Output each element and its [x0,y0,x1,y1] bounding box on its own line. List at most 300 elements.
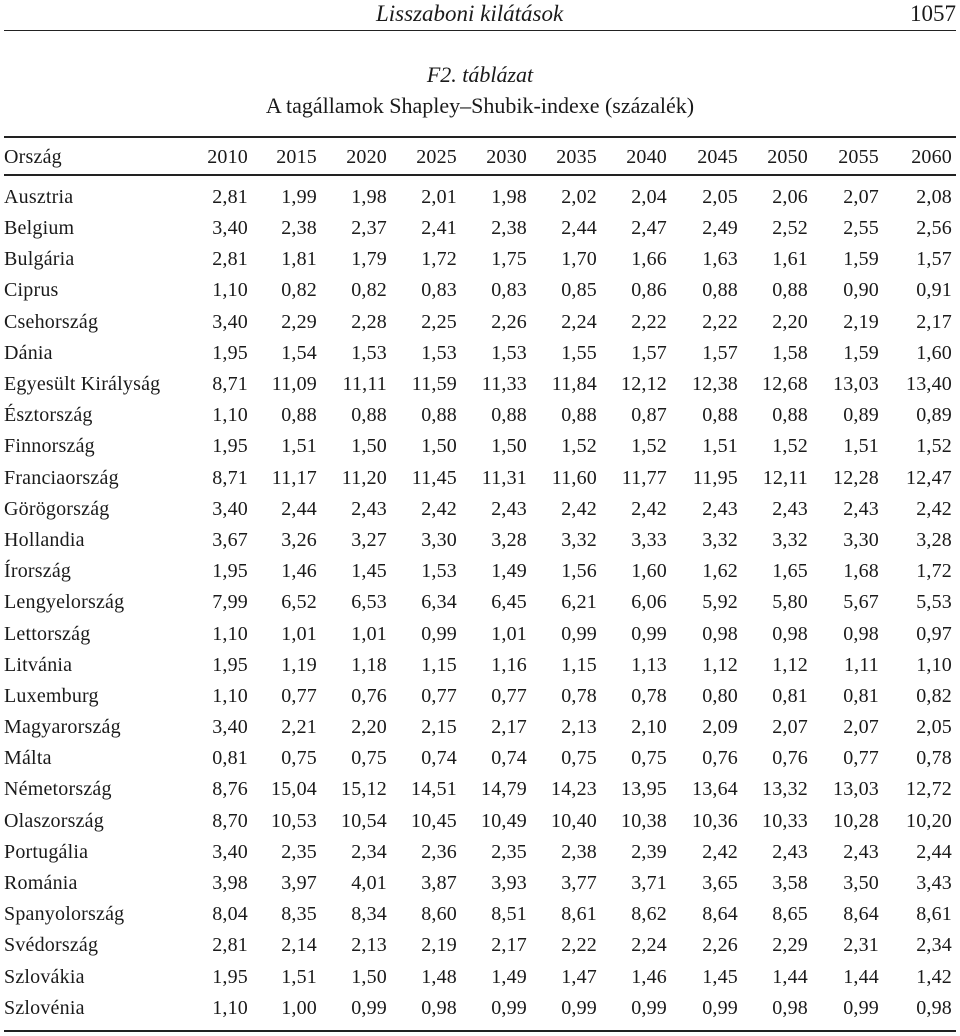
index-value-cell: 10,36 [692,809,738,832]
index-value-cell: 2,17 [491,934,527,957]
table-row [4,556,956,587]
country-name: Csehország [4,310,99,333]
index-value-cell: 2,43 [491,497,527,520]
index-value-cell: 2,36 [421,840,457,863]
index-value-cell: 12,68 [762,373,808,396]
index-value-cell: 1,19 [281,653,317,676]
index-value-cell: 5,53 [916,591,952,614]
index-value-cell: 2,44 [561,217,597,240]
index-value-cell: 8,65 [772,903,808,926]
index-value-cell: 1,10 [212,684,248,707]
index-value-cell: 0,89 [843,404,879,427]
shapley-shubik-table [4,140,956,1024]
country-name: Spanyolország [4,903,125,926]
index-value-cell: 14,79 [481,778,527,801]
index-value-cell: 2,81 [212,934,248,957]
index-value-cell: 0,86 [631,279,667,302]
country-name: Lettország [4,622,91,645]
index-value-cell: 3,98 [212,872,248,895]
country-name: Észtország [4,404,93,427]
index-value-cell: 1,44 [772,965,808,988]
index-value-cell: 5,67 [843,591,879,614]
index-value-cell: 8,64 [702,903,738,926]
index-value-cell: 1,56 [561,560,597,583]
index-value-cell: 0,99 [561,622,597,645]
index-value-cell: 1,50 [351,435,387,458]
country-name: Portugália [4,840,89,863]
table-row [4,338,956,369]
index-value-cell: 2,42 [421,497,457,520]
index-value-cell: 2,26 [491,310,527,333]
country-name: Szlovénia [4,996,85,1019]
index-value-cell: 12,28 [833,466,879,489]
index-value-cell: 13,95 [621,778,667,801]
index-value-cell: 0,90 [843,279,879,302]
index-value-cell: 1,15 [561,653,597,676]
index-value-cell: 8,60 [421,903,457,926]
page-number: 1057 [910,1,956,26]
index-value-cell: 12,47 [906,466,952,489]
country-name: Franciaország [4,466,119,489]
index-value-cell: 2,81 [212,248,248,271]
index-value-cell: 1,52 [631,435,667,458]
index-value-cell: 1,95 [212,653,248,676]
index-value-cell: 1,95 [212,435,248,458]
column-header-year: 2060 [911,145,952,168]
index-value-cell: 2,42 [631,497,667,520]
index-value-cell: 0,88 [702,404,738,427]
table-row [4,369,956,400]
index-value-cell: 1,61 [772,248,808,271]
table-row [4,712,956,743]
index-value-cell: 2,01 [421,186,457,208]
index-value-cell: 1,15 [421,653,457,676]
index-value-cell: 0,98 [843,622,879,645]
index-value-cell: 1,52 [772,435,808,458]
country-name: Egyesült Királyság [4,373,161,396]
index-value-cell: 1,65 [772,560,808,583]
index-value-cell: 10,28 [833,809,879,832]
country-name: Belgium [4,217,75,240]
table-row [4,962,956,993]
index-value-cell: 2,02 [561,186,597,208]
index-value-cell: 2,05 [702,186,738,208]
table-row [4,587,956,618]
index-value-cell: 3,40 [212,840,248,863]
country-name: Bulgária [4,248,75,271]
index-value-cell: 2,05 [916,716,952,739]
index-value-cell: 0,75 [351,747,387,770]
country-name: Hollandia [4,528,85,551]
index-value-cell: 3,32 [561,528,597,551]
index-value-cell: 2,17 [491,716,527,739]
index-value-cell: 1,60 [631,560,667,583]
index-value-cell: 0,99 [631,622,667,645]
country-name: Málta [4,747,52,770]
index-value-cell: 10,53 [271,809,317,832]
index-value-cell: 3,33 [631,528,667,551]
index-value-cell: 13,03 [833,373,879,396]
index-value-cell: 0,97 [916,622,952,645]
index-value-cell: 2,14 [281,934,317,957]
index-value-cell: 7,99 [212,591,248,614]
index-value-cell: 0,88 [351,404,387,427]
index-value-cell: 2,43 [702,497,738,520]
index-value-cell: 2,22 [702,310,738,333]
index-value-cell: 0,91 [916,279,952,302]
index-value-cell: 13,03 [833,778,879,801]
column-header-year: 2040 [626,145,667,168]
index-value-cell: 11,20 [341,466,387,489]
table-row [4,275,956,306]
index-value-cell: 0,88 [772,279,808,302]
index-value-cell: 5,80 [772,591,808,614]
index-value-cell: 6,34 [421,591,457,614]
index-value-cell: 2,25 [421,310,457,333]
index-value-cell: 1,47 [561,965,597,988]
index-value-cell: 2,38 [491,217,527,240]
table-row [4,837,956,868]
index-value-cell: 3,71 [631,872,667,895]
index-value-cell: 1,01 [281,622,317,645]
index-value-cell: 2,56 [916,217,952,240]
index-value-cell: 1,45 [702,965,738,988]
index-value-cell: 1,62 [702,560,738,583]
index-value-cell: 1,51 [281,435,317,458]
index-value-cell: 1,72 [916,560,952,583]
index-value-cell: 11,45 [411,466,457,489]
index-value-cell: 2,49 [702,217,738,240]
table-row [4,743,956,774]
index-value-cell: 0,98 [702,622,738,645]
index-value-cell: 1,00 [281,996,317,1019]
index-value-cell: 3,50 [843,872,879,895]
index-value-cell: 0,77 [421,684,457,707]
country-name: Luxemburg [4,684,99,707]
index-value-cell: 2,22 [561,934,597,957]
country-name: Németország [4,778,112,801]
index-value-cell: 1,18 [351,653,387,676]
index-value-cell: 0,87 [631,404,667,427]
index-value-cell: 3,97 [281,872,317,895]
index-value-cell: 2,35 [491,840,527,863]
index-value-cell: 11,33 [481,373,527,396]
index-value-cell: 8,76 [212,778,248,801]
index-value-cell: 2,43 [843,840,879,863]
index-value-cell: 2,20 [351,716,387,739]
index-value-cell: 1,95 [212,560,248,583]
index-value-cell: 1,98 [351,186,387,208]
index-value-cell: 0,88 [491,404,527,427]
index-value-cell: 1,12 [702,653,738,676]
index-value-cell: 2,07 [772,716,808,739]
table-row [4,494,956,525]
index-value-cell: 3,65 [702,872,738,895]
index-value-cell: 0,74 [491,747,527,770]
index-value-cell: 10,40 [551,809,597,832]
index-value-cell: 10,45 [411,809,457,832]
index-value-cell: 2,29 [281,310,317,333]
column-header-country: Ország [4,145,62,168]
index-value-cell: 2,22 [631,310,667,333]
index-value-cell: 0,75 [631,747,667,770]
table-label: F2. táblázat [426,62,534,87]
running-title: Lisszaboni kilátások [376,1,564,26]
index-value-cell: 0,76 [351,684,387,707]
index-value-cell: 0,81 [772,684,808,707]
country-name: Lengyelország [4,591,125,614]
index-value-cell: 11,17 [271,466,317,489]
index-value-cell: 0,77 [281,684,317,707]
index-value-cell: 8,61 [916,903,952,926]
index-value-cell: 3,87 [421,872,457,895]
index-value-cell: 3,32 [772,528,808,551]
index-value-cell: 13,32 [762,778,808,801]
index-value-cell: 1,01 [491,622,527,645]
index-value-cell: 12,12 [621,373,667,396]
table-row [4,618,956,649]
index-value-cell: 2,44 [916,840,952,863]
index-value-cell: 2,10 [631,716,667,739]
index-value-cell: 2,34 [916,934,952,957]
index-value-cell: 3,67 [212,528,248,551]
country-name: Ausztria [4,186,74,208]
index-value-cell: 2,42 [561,497,597,520]
index-value-cell: 2,42 [916,497,952,520]
index-value-cell: 2,34 [351,840,387,863]
index-value-cell: 0,98 [916,996,952,1019]
index-value-cell: 1,60 [916,341,952,364]
index-value-cell: 0,99 [491,996,527,1019]
index-value-cell: 2,41 [421,217,457,240]
table-row [4,213,956,244]
index-value-cell: 2,55 [843,217,879,240]
index-value-cell: 2,31 [843,934,879,957]
table-row [4,806,956,837]
index-value-cell: 1,10 [212,996,248,1019]
index-value-cell: 1,95 [212,965,248,988]
index-value-cell: 1,63 [702,248,738,271]
index-value-cell: 1,57 [916,248,952,271]
table-bottom-rule [4,1030,956,1032]
index-value-cell: 1,70 [561,248,597,271]
index-value-cell: 1,75 [491,248,527,271]
table-row [4,431,956,462]
index-value-cell: 1,10 [212,622,248,645]
country-name: Svédország [4,934,99,957]
index-value-cell: 8,70 [212,809,248,832]
index-value-cell: 2,08 [916,186,952,208]
country-name: Dánia [4,341,53,364]
index-value-cell: 8,35 [281,903,317,926]
index-value-cell: 1,49 [491,560,527,583]
index-value-cell: 1,50 [491,435,527,458]
index-value-cell: 1,66 [631,248,667,271]
index-value-cell: 6,21 [561,591,597,614]
index-value-cell: 8,71 [212,466,248,489]
index-value-cell: 11,59 [411,373,457,396]
index-value-cell: 4,01 [351,872,387,895]
index-value-cell: 6,06 [631,591,667,614]
index-value-cell: 1,58 [772,341,808,364]
index-value-cell: 2,19 [843,310,879,333]
table-top-rule [4,136,956,138]
index-value-cell: 1,01 [351,622,387,645]
index-value-cell: 1,59 [843,341,879,364]
country-name: Finnország [4,435,95,458]
index-value-cell: 1,98 [491,186,527,208]
index-value-cell: 2,47 [631,217,667,240]
index-value-cell: 1,46 [281,560,317,583]
index-value-cell: 1,95 [212,341,248,364]
index-value-cell: 0,88 [702,279,738,302]
index-value-cell: 0,99 [561,996,597,1019]
index-value-cell: 0,88 [772,404,808,427]
index-value-cell: 10,54 [341,809,387,832]
index-value-cell: 1,10 [212,404,248,427]
index-value-cell: 15,04 [271,778,317,801]
index-value-cell: 0,83 [491,279,527,302]
country-name: Olaszország [4,809,104,832]
index-value-cell: 2,26 [702,934,738,957]
table-row [4,244,956,275]
index-value-cell: 0,78 [916,747,952,770]
index-value-cell: 8,62 [631,903,667,926]
index-value-cell: 0,80 [702,684,738,707]
index-value-cell: 3,28 [491,528,527,551]
index-value-cell: 1,53 [421,341,457,364]
index-value-cell: 0,81 [212,747,248,770]
table-row [4,650,956,681]
index-value-cell: 12,72 [906,778,952,801]
index-value-cell: 12,11 [762,466,808,489]
index-value-cell: 0,83 [421,279,457,302]
table-row [4,463,956,494]
index-value-cell: 11,31 [481,466,527,489]
index-value-cell: 11,11 [342,373,387,396]
index-value-cell: 1,53 [421,560,457,583]
index-value-cell: 1,16 [491,653,527,676]
column-header-year: 2055 [838,145,879,168]
index-value-cell: 2,43 [351,497,387,520]
index-value-cell: 1,52 [916,435,952,458]
index-value-cell: 11,95 [692,466,738,489]
index-value-cell: 0,76 [772,747,808,770]
index-value-cell: 8,04 [212,903,248,926]
index-value-cell: 3,40 [212,217,248,240]
index-value-cell: 3,30 [421,528,457,551]
index-value-cell: 2,13 [561,716,597,739]
index-value-cell: 0,88 [561,404,597,427]
table-row [4,868,956,899]
index-value-cell: 10,38 [621,809,667,832]
table-row [4,681,956,712]
index-value-cell: 0,99 [702,996,738,1019]
country-name: Litvánia [4,653,73,676]
index-value-cell: 1,81 [281,248,317,271]
index-value-cell: 3,26 [281,528,317,551]
index-value-cell: 0,82 [916,684,952,707]
index-value-cell: 2,42 [702,840,738,863]
table-row [4,400,956,431]
index-value-cell: 0,98 [772,996,808,1019]
index-value-cell: 2,21 [281,716,317,739]
country-name: Románia [4,872,78,895]
column-header-year: 2010 [207,145,248,168]
index-value-cell: 1,11 [843,653,879,676]
index-value-cell: 12,38 [692,373,738,396]
table-title: A tagállamok Shapley–Shubik-indexe (százalék) [265,93,695,118]
index-value-cell: 2,43 [772,497,808,520]
index-value-cell: 0,78 [561,684,597,707]
index-value-cell: 14,23 [551,778,597,801]
index-value-cell: 1,50 [421,435,457,458]
index-value-cell: 3,40 [212,310,248,333]
index-value-cell: 1,55 [561,341,597,364]
index-value-cell: 1,53 [491,341,527,364]
index-value-cell: 6,53 [351,591,387,614]
index-value-cell: 13,64 [692,778,738,801]
index-value-cell: 2,06 [772,186,808,208]
index-value-cell: 10,20 [906,809,952,832]
index-value-cell: 8,51 [491,903,527,926]
index-value-cell: 3,32 [702,528,738,551]
index-value-cell: 3,30 [843,528,879,551]
index-value-cell: 1,68 [843,560,879,583]
index-value-cell: 1,79 [351,248,387,271]
index-value-cell: 11,84 [551,373,597,396]
country-name: Írország [4,560,72,583]
index-value-cell: 2,81 [212,186,248,208]
table-row [4,525,956,556]
index-value-cell: 8,34 [351,903,387,926]
index-value-cell: 11,09 [271,373,317,396]
index-value-cell: 2,43 [772,840,808,863]
index-value-cell: 13,40 [906,373,952,396]
index-value-cell: 1,45 [351,560,387,583]
index-value-cell: 15,12 [341,778,387,801]
index-value-cell: 2,20 [772,310,808,333]
index-value-cell: 1,99 [281,186,317,208]
index-value-cell: 6,52 [281,591,317,614]
index-value-cell: 2,07 [843,716,879,739]
index-value-cell: 0,75 [281,747,317,770]
table-row [4,899,956,930]
index-value-cell: 2,15 [421,716,457,739]
index-value-cell: 0,88 [281,404,317,427]
index-value-cell: 3,28 [916,528,952,551]
index-value-cell: 0,98 [421,996,457,1019]
index-value-cell: 2,28 [351,310,387,333]
index-value-cell: 0,88 [421,404,457,427]
column-header-year: 2020 [346,145,387,168]
index-value-cell: 0,89 [916,404,952,427]
index-value-cell: 0,77 [843,747,879,770]
index-value-cell: 1,48 [421,965,457,988]
index-value-cell: 1,53 [351,341,387,364]
column-header-year: 2045 [697,145,738,168]
index-value-cell: 3,43 [916,872,952,895]
index-value-cell: 2,19 [421,934,457,957]
index-value-cell: 10,49 [481,809,527,832]
index-value-cell: 2,43 [843,497,879,520]
index-value-cell: 2,39 [631,840,667,863]
index-value-cell: 3,93 [491,872,527,895]
index-value-cell: 3,40 [212,497,248,520]
index-value-cell: 5,92 [702,591,738,614]
index-value-cell: 0,99 [421,622,457,645]
table-body [4,174,956,1024]
